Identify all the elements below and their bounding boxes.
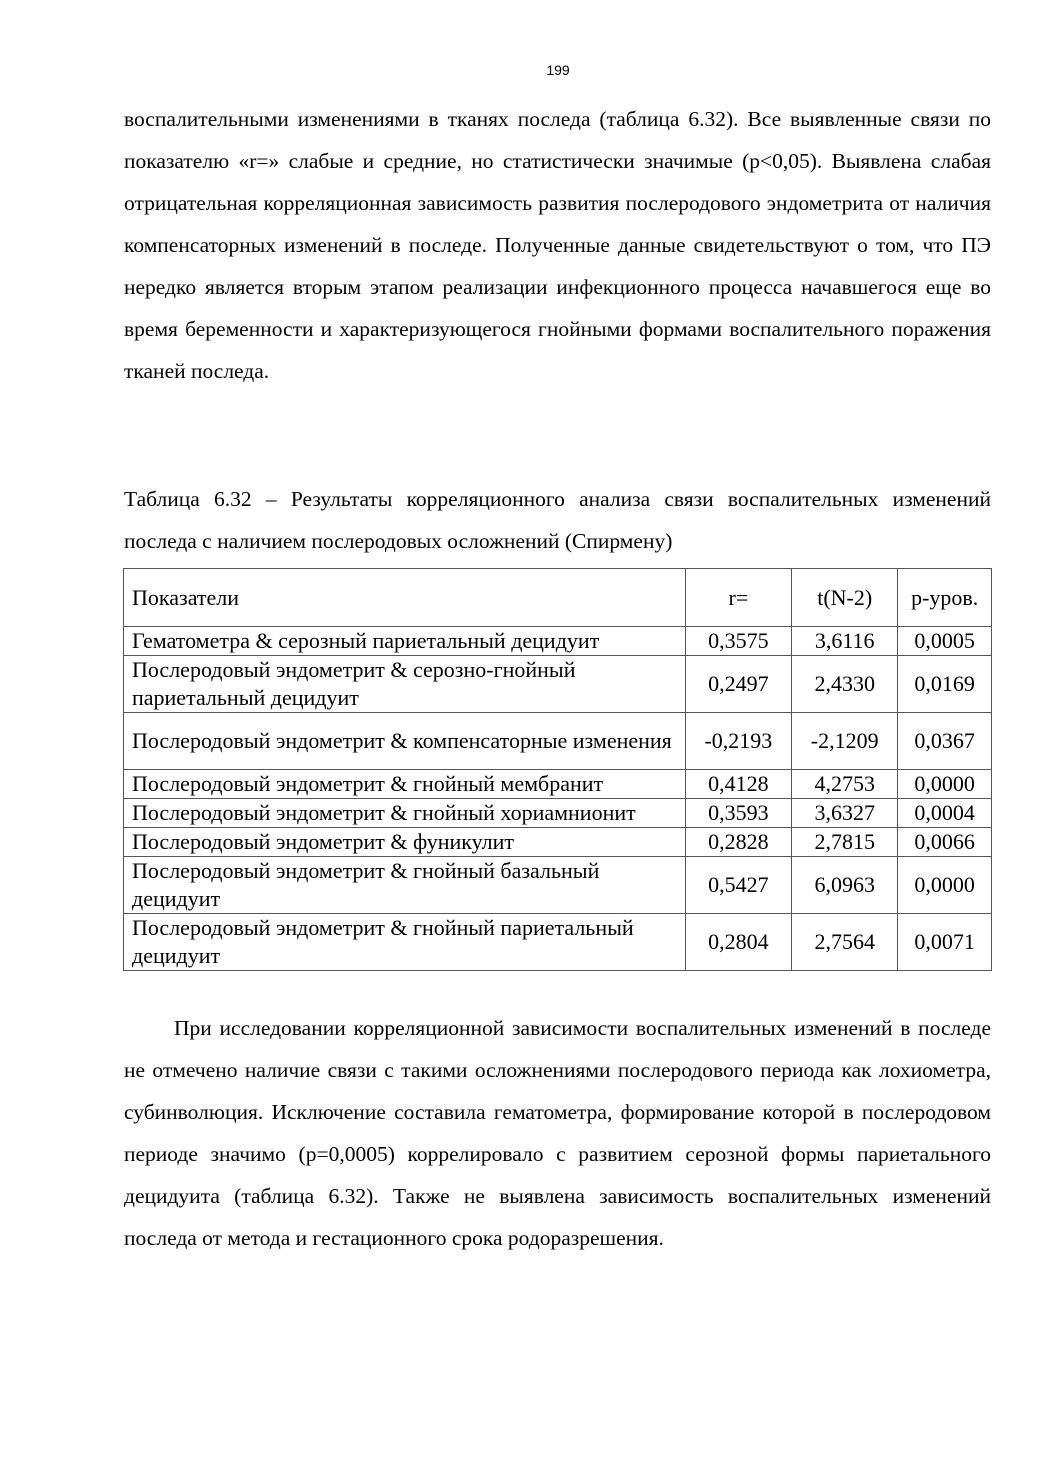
row-t: 2,4330 [792, 656, 898, 713]
table-row [124, 713, 992, 770]
row-p: 0,0000 [898, 770, 992, 799]
row-t: 2,7815 [792, 828, 898, 857]
row-t: -2,1209 [792, 713, 898, 770]
table-row [124, 799, 992, 828]
row-p: 0,0367 [898, 713, 992, 770]
header-p-level [898, 569, 992, 627]
table-header-row [124, 569, 992, 627]
row-r: 0,4128 [685, 770, 791, 799]
row-r: 0,2497 [685, 656, 791, 713]
row-r: 0,3593 [685, 799, 791, 828]
row-p: 0,0071 [898, 914, 992, 971]
row-indicator: Гематометра & серозный париетальный децидуит [124, 627, 686, 656]
row-r: 0,3575 [685, 627, 791, 656]
table-caption: Таблица 6.32 – Результаты корреляционного анализа связи воспалительных изменений последа с наличием послеродовых осложнений (Спирмену) [124, 487, 991, 553]
row-indicator: Послеродовый эндометрит & фуникулит [124, 828, 686, 857]
row-p: 0,0005 [898, 627, 992, 656]
table-row [124, 828, 992, 857]
row-indicator: Послеродовый эндометрит & серозно-гнойный париетальный децидуит [124, 656, 686, 713]
row-t: 6,0963 [792, 857, 898, 914]
row-indicator: Послеродовый эндометрит & гнойный базальный децидуит [124, 857, 686, 914]
body-paragraph-1: воспалительными изменениями в тканях последа (таблица 6.32). Все выявленные связи по показателю «r=» слабые и средние, но статистически значимые (p<0,05). Выявлена слабая отрицательная корреляционная зависимость развития послеродового эндометрита от наличия компенсаторных изменений в последе. Полученные данные свидетельствуют о том, что ПЭ нередко является вторым этапом реализации инфекционного процесса начавшегося еще во время беременности и характеризующегося гнойными формами воспалительного поражения тканей последа. [124, 107, 991, 383]
header-r: r= [685, 569, 791, 627]
correlation-table [123, 568, 992, 971]
row-t: 4,2753 [792, 770, 898, 799]
row-p: 0,0169 [898, 656, 992, 713]
row-r: 0,2828 [685, 828, 791, 857]
row-r: -0,2193 [685, 713, 791, 770]
row-indicator: Послеродовый эндометрит & компенсаторные изменения [124, 713, 686, 770]
row-p: 0,0066 [898, 828, 992, 857]
header-indicators: Показатели [124, 569, 686, 627]
table-row [124, 627, 992, 656]
row-p: 0,0004 [898, 799, 992, 828]
header-p-level-text: p-уров. [911, 584, 979, 610]
row-p: 0,0000 [898, 857, 992, 914]
page-number: 199 [546, 62, 570, 78]
row-indicator: Послеродовый эндометрит & гнойный хориамнионит [124, 799, 686, 828]
row-t: 3,6116 [792, 627, 898, 656]
table-row [124, 770, 992, 799]
header-t: t(N-2) [792, 569, 898, 627]
table-row [124, 857, 992, 914]
table-row [124, 914, 992, 971]
row-indicator: Послеродовый эндометрит & гнойный париетальный децидуит [124, 914, 686, 971]
row-t: 3,6327 [792, 799, 898, 828]
row-r: 0,5427 [685, 857, 791, 914]
row-t: 2,7564 [792, 914, 898, 971]
row-r: 0,2804 [685, 914, 791, 971]
row-indicator: Послеродовый эндометрит & гнойный мембранит [124, 770, 686, 799]
body-paragraph-2: При исследовании корреляционной зависимости воспалительных изменений в последе не отмечено наличие связи с такими осложнениями послеродового периода как лохиометра, субинволюция. Исключение составила гематометра, формирование которой в послеродовом периоде значимо (p=0,0005) коррелировало с развитием серозной формы париетального децидуита (таблица 6.32). Также не выявлена зависимость воспалительных изменений последа от метода и гестационного срока родоразрешения. [124, 1016, 991, 1250]
table-row [124, 656, 992, 713]
